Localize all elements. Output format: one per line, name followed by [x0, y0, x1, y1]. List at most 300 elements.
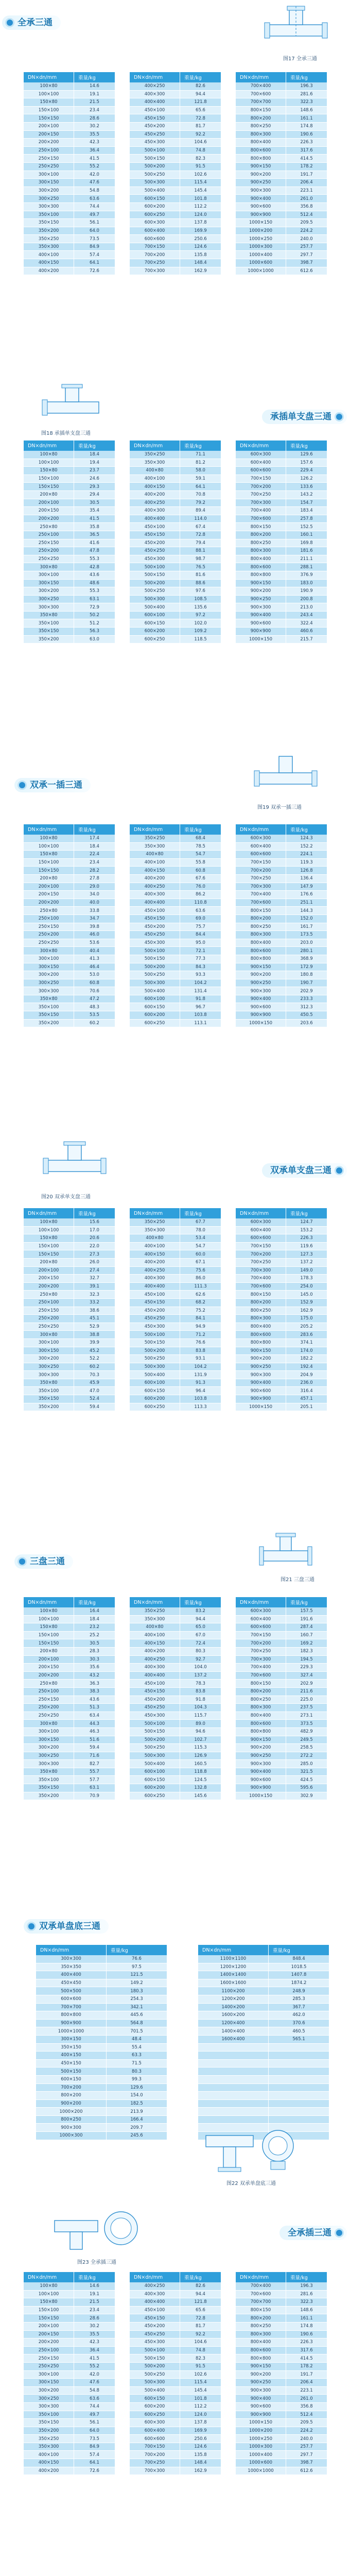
cell-weight: 460.5 — [269, 2027, 329, 2036]
table-row — [236, 2379, 327, 2387]
cell-weight: 127.3 — [286, 1250, 327, 1259]
table-row — [236, 628, 327, 636]
table-row — [236, 1647, 327, 1655]
cell-weight: 356.8 — [286, 2402, 327, 2411]
cell-dn: 300×80 — [24, 1331, 74, 1339]
cell-weight: 76.0 — [180, 883, 221, 891]
cell-weight: 108.5 — [180, 595, 221, 603]
table-row — [130, 2435, 221, 2443]
cell-dn: 700×300 — [236, 1266, 286, 1275]
cell-dn: 800×250 — [236, 122, 286, 130]
table-row — [236, 1760, 327, 1768]
cell-weight: 39.9 — [74, 1338, 115, 1347]
cell-weight: 42.3 — [74, 139, 115, 147]
cell-weight: 194.5 — [286, 1655, 327, 1664]
cell-weight: 71.6 — [74, 1752, 115, 1760]
table-row — [130, 874, 221, 883]
cell-weight: 160.5 — [180, 1760, 221, 1768]
table-row — [130, 1687, 221, 1696]
column-header-weight: 重量/kg — [269, 1945, 329, 1955]
cell-weight: 41.5 — [74, 155, 115, 163]
table-row — [130, 146, 221, 155]
cell-dn: 500×100 — [130, 563, 180, 571]
weight-table — [24, 2272, 115, 2475]
cell-weight: 109.2 — [180, 628, 221, 636]
cell-dn: 400×250 — [130, 1655, 180, 1664]
cell-dn: 450×250 — [130, 130, 180, 139]
cell-dn: 600×200 — [130, 1784, 180, 1792]
cell-weight: 63.3 — [107, 2052, 167, 2060]
table-row — [236, 1003, 327, 1011]
fitting-drawing-icon — [201, 2125, 299, 2177]
cell-dn: 500×400 — [130, 987, 180, 995]
table-row — [24, 2282, 115, 2290]
table-row — [130, 267, 221, 275]
table-row — [236, 251, 327, 259]
cell-weight: 47.8 — [74, 547, 115, 555]
cell-weight: 76.5 — [180, 563, 221, 571]
table-row — [24, 579, 115, 587]
cell-dn: 700×200 — [236, 1250, 286, 1259]
column-header-dn: DN×dn/mm — [236, 440, 286, 451]
table-row — [236, 587, 327, 596]
table-row — [130, 1671, 221, 1680]
table-row — [130, 114, 221, 123]
cell-dn: 600×200 — [130, 628, 180, 636]
cell-dn: 250×150 — [24, 155, 74, 163]
cell-dn: 1000×150 — [236, 2419, 286, 2427]
table-row — [130, 1355, 221, 1363]
table-row — [130, 187, 221, 195]
cell-weight: 322.4 — [286, 619, 327, 628]
cell-dn: 900×250 — [236, 1752, 286, 1760]
table-row — [24, 1615, 115, 1623]
table-row — [130, 2411, 221, 2419]
cell-weight: 45.1 — [74, 1315, 115, 1323]
table-row — [236, 2419, 327, 2427]
column-header-weight: 重量/kg — [286, 824, 327, 835]
cell-weight: 250.6 — [180, 235, 221, 243]
table-row — [236, 523, 327, 531]
cell-dn: 1000×300 — [236, 2443, 286, 2451]
cell-dn: 400×250 — [130, 499, 180, 507]
cell-dn: 100×80 — [24, 2282, 74, 2290]
cell-weight: 74.8 — [180, 146, 221, 155]
column-header-weight: 重量/kg — [74, 1597, 115, 1607]
table-row — [130, 259, 221, 267]
table-row — [24, 555, 115, 563]
cell-weight: 203.0 — [286, 939, 327, 947]
cell-weight: 206.4 — [286, 179, 327, 187]
table-row — [24, 1680, 115, 1688]
cell-dn: 300×300 — [24, 603, 74, 612]
cell-weight: 243.4 — [286, 611, 327, 619]
column-header-weight: 重量/kg — [74, 2272, 115, 2282]
section-title — [14, 778, 91, 792]
cell-dn: 400×300 — [130, 891, 180, 899]
section-title-text: 全承三通 — [18, 18, 52, 28]
table-row — [24, 995, 115, 1003]
cell-dn: 150×80 — [24, 98, 74, 107]
table-row — [236, 907, 327, 915]
table-row — [24, 1768, 115, 1776]
cell-dn: 250×100 — [24, 1687, 74, 1696]
cell-dn: 150×100 — [24, 2306, 74, 2314]
cell-weight: 113.1 — [180, 1019, 221, 1027]
cell-dn: 400×150 — [24, 259, 74, 267]
bullet-icon — [336, 414, 342, 420]
table-row — [236, 243, 327, 251]
cell-weight: 152.9 — [286, 1298, 327, 1307]
cell-dn: 800×400 — [236, 939, 286, 947]
column-header-dn: DN×dn/mm — [236, 1208, 286, 1218]
table-row — [236, 1711, 327, 1720]
cell-dn: 800×200 — [236, 914, 286, 923]
table-row — [130, 1736, 221, 1744]
cell-weight: 112.2 — [180, 202, 221, 211]
cell-dn: 600×400 — [130, 227, 180, 235]
cell-weight: 94.4 — [180, 2290, 221, 2298]
table-row — [24, 1291, 115, 1299]
cell-weight: 97.2 — [180, 611, 221, 619]
cell-weight: 251.1 — [286, 899, 327, 907]
cell-dn: 400×250 — [130, 1266, 180, 1275]
table-row — [24, 130, 115, 139]
cell-weight: 178.2 — [286, 162, 327, 171]
cell-weight — [269, 2099, 329, 2108]
cell-weight: 316.4 — [286, 1387, 327, 1395]
table-row — [130, 2427, 221, 2435]
cell-dn: 1000×200 — [36, 2108, 107, 2116]
table-row — [236, 1363, 327, 1371]
cell-weight: 145.0 — [286, 1291, 327, 1299]
cell-dn: 600×200 — [130, 1011, 180, 1020]
cell-dn: 500×200 — [130, 2362, 180, 2370]
table-row — [24, 1307, 115, 1315]
cell-weight: 102.6 — [180, 171, 221, 179]
cell-dn: 600×150 — [36, 2075, 107, 2083]
table-row — [236, 1623, 327, 1632]
table-row — [236, 603, 327, 612]
cell-dn: 200×80 — [24, 1258, 74, 1266]
cell-weight: 312.3 — [286, 1003, 327, 1011]
table-row — [130, 891, 221, 899]
cell-dn: 450×150 — [130, 1298, 180, 1307]
cell-dn: 900×300 — [236, 187, 286, 195]
cell-weight: 27.4 — [74, 1266, 115, 1275]
cell-weight: 59.4 — [74, 1403, 115, 1411]
table-row — [236, 155, 327, 163]
cell-dn: 350×300 — [130, 842, 180, 851]
cell-weight: 64.1 — [74, 2459, 115, 2467]
cell-weight: 180.8 — [286, 971, 327, 979]
table-row — [236, 2443, 327, 2451]
cell-weight: 254.3 — [107, 1995, 167, 2003]
table-row — [236, 595, 327, 603]
cell-weight: 211.6 — [286, 1687, 327, 1696]
cell-dn: 600×250 — [130, 1403, 180, 1411]
column-header-weight: 重量/kg — [286, 440, 327, 451]
cell-weight — [269, 2067, 329, 2076]
cell-weight: 113.3 — [180, 1403, 221, 1411]
cell-weight: 152.5 — [286, 523, 327, 531]
cell-dn: 800×250 — [236, 923, 286, 931]
cell-dn: 300×250 — [24, 195, 74, 203]
cell-dn: 1200×1200 — [198, 1963, 269, 1971]
table-row — [24, 1258, 115, 1266]
table-row — [130, 1258, 221, 1266]
cell-weight: 154.0 — [107, 2092, 167, 2100]
table-row — [24, 1776, 115, 1784]
cell-dn: 450×250 — [130, 1704, 180, 1712]
cell-weight: 124.3 — [286, 835, 327, 842]
column-header-weight: 重量/kg — [286, 2272, 327, 2282]
cell-dn: 500×150 — [130, 1338, 180, 1347]
cell-dn: 600×150 — [130, 1387, 180, 1395]
table-row — [236, 1315, 327, 1323]
table-row — [24, 251, 115, 259]
cell-dn: 200×200 — [24, 139, 74, 147]
cell-weight: 245.6 — [107, 2132, 167, 2140]
cell-weight: 209.5 — [286, 2419, 327, 2427]
cell-weight: 280.1 — [286, 947, 327, 955]
table-row — [24, 914, 115, 923]
cell-dn: 600×200 — [130, 1395, 180, 1403]
cell-weight: 55.3 — [74, 587, 115, 596]
table-row — [236, 563, 327, 571]
cell-dn: 150×100 — [24, 474, 74, 483]
cell-weight: 84.9 — [74, 243, 115, 251]
cell-dn: 450×300 — [130, 555, 180, 563]
table-row — [130, 155, 221, 163]
cell-weight: 82.3 — [180, 2354, 221, 2363]
table-row — [24, 963, 115, 971]
cell-weight: 261.0 — [286, 195, 327, 203]
figure-caption: 图19 双承一插三通 — [257, 805, 302, 810]
cell-dn: 300×100 — [24, 171, 74, 179]
table-row — [130, 1363, 221, 1371]
table-row — [236, 259, 327, 267]
table-row — [236, 2386, 327, 2395]
cell-dn: 250×150 — [24, 2354, 74, 2363]
cell-weight: 56.1 — [74, 2419, 115, 2427]
cell-dn: 450×150 — [130, 1687, 180, 1696]
column-header-weight: 重量/kg — [180, 72, 221, 82]
table-row — [236, 1664, 327, 1672]
table-row — [198, 2003, 329, 2011]
table-row — [130, 1323, 221, 1331]
cell-dn: 400×300 — [130, 1275, 180, 1283]
table-row — [236, 515, 327, 523]
cell-weight — [269, 2043, 329, 2052]
section-all-flanged-tee — [0, 1522, 350, 1914]
cell-weight: 14.6 — [74, 2282, 115, 2290]
fitting-drawing-icon — [252, 752, 319, 801]
table-row — [236, 1704, 327, 1712]
table-row — [24, 1403, 115, 1411]
cell-weight: 60.8 — [180, 867, 221, 875]
column-header-dn: DN×dn/mm — [130, 72, 180, 82]
cell-weight: 297.7 — [286, 2451, 327, 2459]
table-row — [130, 122, 221, 130]
cell-dn: 400×100 — [130, 474, 180, 483]
cell-dn: 250×100 — [24, 2346, 74, 2354]
cell-weight: 72.8 — [180, 114, 221, 123]
cell-dn: 350×300 — [130, 1226, 180, 1234]
cell-dn: 1200×400 — [198, 2019, 269, 2027]
table-row — [36, 2043, 167, 2052]
table-row — [130, 467, 221, 475]
cell-weight: 84.1 — [180, 1315, 221, 1323]
weight-table — [236, 72, 327, 275]
table-row — [236, 1752, 327, 1760]
cell-dn: 350×80 — [24, 995, 74, 1003]
table-row — [130, 490, 221, 499]
table-row — [198, 2092, 329, 2100]
cell-dn: 100×100 — [24, 842, 74, 851]
cell-dn: 900×900 — [236, 628, 286, 636]
table-row — [24, 1331, 115, 1339]
table-row — [236, 2346, 327, 2354]
section-title-text: 全承插三通 — [288, 2228, 331, 2238]
cell-weight: 38.6 — [74, 1307, 115, 1315]
cell-dn: 450×200 — [130, 1696, 180, 1704]
cell-weight: 23.4 — [74, 106, 115, 114]
cell-dn: 100×80 — [24, 835, 74, 842]
cell-dn: 1000×200 — [236, 2427, 286, 2435]
table-row — [130, 1315, 221, 1323]
cell-weight: 101.8 — [180, 195, 221, 203]
table-row — [36, 1955, 167, 1963]
cell-weight: 92.7 — [180, 1655, 221, 1664]
cell-dn: 250×80 — [24, 907, 74, 915]
cell-weight: 190.7 — [286, 979, 327, 987]
cell-dn: 500×100 — [130, 1720, 180, 1728]
cell-dn: 400×80 — [130, 1623, 180, 1632]
cell-weight: 67.4 — [180, 523, 221, 531]
cell-dn: 1000×1000 — [36, 2027, 107, 2036]
cell-dn: 400×150 — [130, 1639, 180, 1648]
cell-weight: 223.1 — [286, 187, 327, 195]
cell-dn: 450×300 — [130, 1323, 180, 1331]
cell-dn: 200×80 — [24, 1647, 74, 1655]
table-row — [236, 2362, 327, 2370]
cell-dn: 700×250 — [236, 490, 286, 499]
section-title — [262, 410, 347, 424]
cell-dn: 300×100 — [24, 571, 74, 579]
table-row — [130, 1727, 221, 1736]
cell-weight: 137.8 — [180, 2419, 221, 2427]
cell-weight: 56.3 — [74, 628, 115, 636]
table-row — [198, 2075, 329, 2083]
table-row — [130, 1623, 221, 1632]
cell-weight: 135.8 — [180, 251, 221, 259]
table-row — [130, 539, 221, 547]
cell-dn: 450×250 — [130, 931, 180, 939]
table-row — [130, 1242, 221, 1250]
cell-dn: 700×400 — [236, 2282, 286, 2290]
cell-dn: 900×300 — [236, 987, 286, 995]
cell-dn: 500×300 — [130, 2379, 180, 2387]
cell-dn: 1000×150 — [236, 1019, 286, 1027]
cell-dn: 200×100 — [24, 122, 74, 130]
cell-weight: 75.7 — [180, 923, 221, 931]
cell-weight: 67.7 — [180, 1218, 221, 1226]
cell-dn: 500×400 — [130, 603, 180, 612]
cell-weight: 233.3 — [286, 995, 327, 1003]
cell-weight: 89.0 — [180, 1720, 221, 1728]
cell-weight: 281.6 — [286, 90, 327, 98]
cell-weight: 41.6 — [74, 539, 115, 547]
bullet-icon — [7, 20, 13, 26]
table-row — [236, 202, 327, 211]
cell-weight: 110.8 — [180, 899, 221, 907]
cell-weight: 102.0 — [180, 619, 221, 628]
cell-weight: 35.6 — [74, 1664, 115, 1672]
cell-dn: 100×80 — [24, 1607, 74, 1615]
fitting-drawing-icon — [51, 2205, 144, 2257]
cell-weight: 43.6 — [74, 1696, 115, 1704]
table-row — [236, 1768, 327, 1776]
table-row — [24, 1347, 115, 1355]
cell-dn: 700×600 — [236, 515, 286, 523]
cell-dn: 300×200 — [24, 587, 74, 596]
cell-dn: 200×80 — [24, 490, 74, 499]
cell-dn: 250×250 — [24, 1711, 74, 1720]
weight-table — [236, 1597, 327, 1800]
table-row — [24, 1711, 115, 1720]
section-title-text: 双承一插三通 — [30, 780, 82, 790]
table-row — [24, 195, 115, 203]
cell-dn: 150×100 — [24, 1631, 74, 1639]
cell-dn: 600×400 — [236, 1226, 286, 1234]
table-row — [36, 2035, 167, 2043]
table-row — [236, 1387, 327, 1395]
table-row — [236, 555, 327, 563]
cell-weight: 67.6 — [180, 874, 221, 883]
cell-dn: 700×250 — [236, 1258, 286, 1266]
cell-weight: 41.5 — [74, 2354, 115, 2363]
cell-weight: 174.8 — [286, 122, 327, 130]
table-row — [236, 2338, 327, 2347]
table-row — [24, 202, 115, 211]
cell-dn: 600×600 — [236, 1623, 286, 1632]
cell-dn: 300×300 — [24, 202, 74, 211]
cell-weight: 281.6 — [286, 2290, 327, 2298]
column-header-dn: DN×dn/mm — [236, 824, 286, 835]
cell-weight: 82.6 — [180, 2282, 221, 2290]
cell-weight: 297.7 — [286, 251, 327, 259]
cell-dn: 800×600 — [236, 1720, 286, 1728]
cell-weight: 36.4 — [74, 2346, 115, 2354]
cell-dn: 450×300 — [130, 939, 180, 947]
cell-dn: 100×100 — [24, 459, 74, 467]
table-row — [24, 1003, 115, 1011]
cell-dn: 300×200 — [24, 1355, 74, 1363]
cell-weight: 161.7 — [286, 923, 327, 931]
table-row — [130, 1395, 221, 1403]
cell-dn: 400×150 — [36, 2052, 107, 2060]
cell-dn: 350×100 — [24, 2411, 74, 2419]
cell-dn: 1600×1600 — [198, 1979, 269, 1987]
cell-dn: 1100×200 — [198, 1987, 269, 1995]
cell-weight: 172.9 — [286, 963, 327, 971]
table-row — [236, 139, 327, 147]
cell-dn: 900×900 — [236, 211, 286, 219]
cell-weight: 226.3 — [286, 139, 327, 147]
table-row — [24, 571, 115, 579]
cell-weight: 46.3 — [74, 1727, 115, 1736]
